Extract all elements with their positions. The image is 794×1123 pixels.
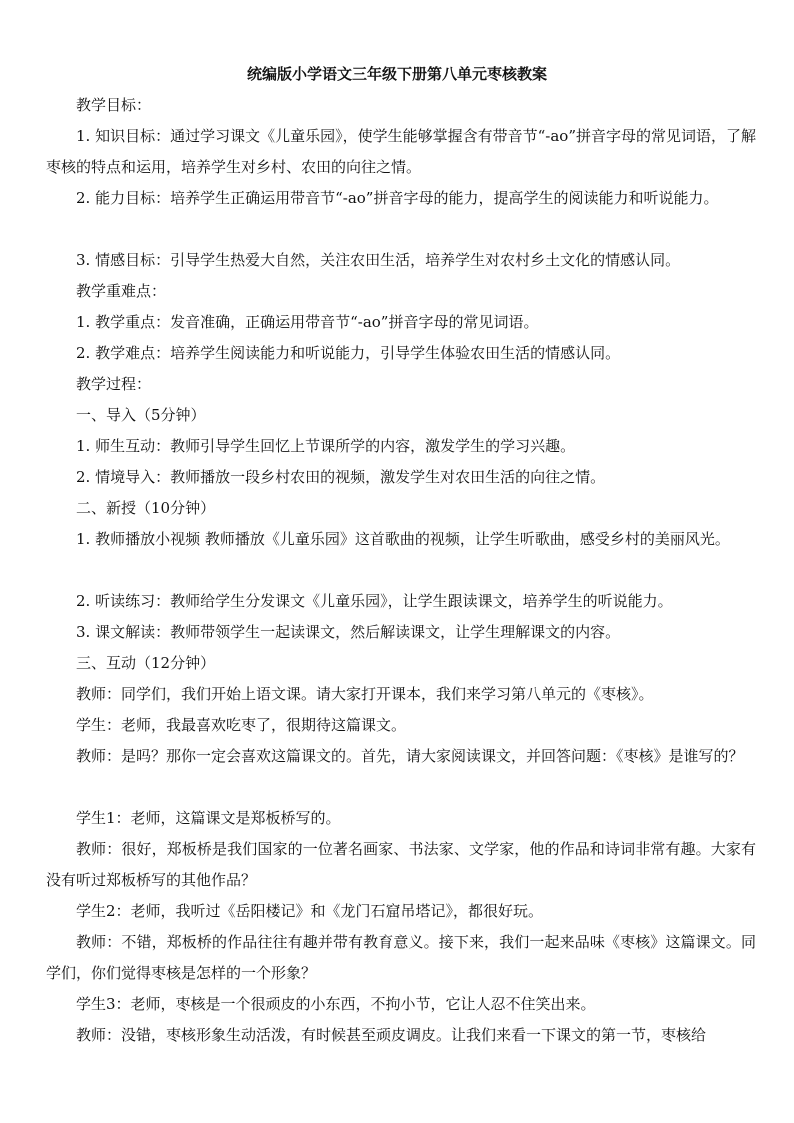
paragraph: 3. 情感目标：引导学生热爱大自然，关注农田生活，培养学生对农村乡土文化的情感认同。 bbox=[76, 251, 681, 269]
paragraph: 教师：很好，郑板桥是我们国家的一位著名画家、书法家、文学家，他的作品和诗词非常有趣。大家有没有听过郑板桥写的其他作品？ bbox=[46, 840, 756, 889]
paragraph: 1. 知识目标：通过学习课文《儿童乐园》，使学生能够掌握含有带音节“-ao”拼音字母的常见词语，了解枣核的特点和运用，培养学生对乡村、农田的向往之情。 bbox=[46, 127, 756, 176]
paragraph: 2. 情境导入：教师播放一段乡村农田的视频，激发学生对农田生活的向往之情。 bbox=[76, 468, 606, 486]
paragraph: 学生1：老师，这篇课文是郑板桥写的。 bbox=[76, 809, 341, 827]
paragraph: 学生：老师，我最喜欢吃枣了，很期待这篇课文。 bbox=[76, 716, 407, 734]
paragraph: 1. 教师播放小视频 教师播放《儿童乐园》这首歌曲的视频，让学生听歌曲，感受乡村的美丽风光。 bbox=[76, 530, 730, 548]
paragraph: 二、新授（10分钟） bbox=[76, 499, 216, 517]
paragraph: 2. 能力目标：培养学生正确运用带音节“-ao”拼音字母的能力，提高学生的阅读能力和听说能力。 bbox=[76, 189, 719, 207]
paragraph: 3. 课文解读：教师带领学生一起读课文，然后解读课文，让学生理解课文的内容。 bbox=[76, 623, 621, 641]
paragraph: 教学重难点： bbox=[76, 282, 167, 300]
paragraph: 1. 教学重点：发音准确，正确运用带音节“-ao”拼音字母的常见词语。 bbox=[76, 313, 539, 331]
paragraph: 2. 听读练习：教师给学生分发课文《儿童乐园》，让学生跟读课文，培养学生的听说能力。 bbox=[76, 592, 673, 610]
document-title: 统编版小学语文三年级下册第八单元枣核教案 bbox=[246, 65, 547, 83]
paragraph: 三、互动（12分钟） bbox=[76, 654, 216, 672]
paragraph: 教师：没错，枣核形象生动活泼，有时候甚至顽皮调皮。让我们来看一下课文的第一节，枣核给 bbox=[76, 1026, 707, 1044]
paragraph: 教师：是吗？那你一定会喜欢这篇课文的。首先，请大家阅读课文，并回答问题：《枣核》是谁写的？ bbox=[76, 747, 744, 765]
paragraph: 2. 教学难点：培养学生阅读能力和听说能力，引导学生体验农田生活的情感认同。 bbox=[76, 344, 621, 362]
paragraph: 教师：不错，郑板桥的作品往往有趣并带有教育意义。接下来，我们一起来品味《枣核》这篇课文。同学们，你们觉得枣核是怎样的一个形象？ bbox=[46, 933, 756, 982]
paragraph: 学生3：老师，枣核是一个很顽皮的小东西，不拘小节，它让人忍不住笑出来。 bbox=[76, 995, 596, 1013]
paragraph: 教师：同学们，我们开始上语文课。请大家打开课本，我们来学习第八单元的《枣核》。 bbox=[76, 685, 654, 703]
paragraph: 学生2：老师，我听过《岳阳楼记》和《龙门石窟吊塔记》，都很好玩。 bbox=[76, 902, 544, 920]
paragraph: 一、导入（5分钟） bbox=[76, 406, 206, 424]
paragraph: 教学目标： bbox=[76, 96, 152, 114]
paragraph: 教学过程： bbox=[76, 375, 152, 393]
paragraph: 1. 师生互动：教师引导学生回忆上节课所学的内容，激发学生的学习兴趣。 bbox=[76, 437, 576, 455]
